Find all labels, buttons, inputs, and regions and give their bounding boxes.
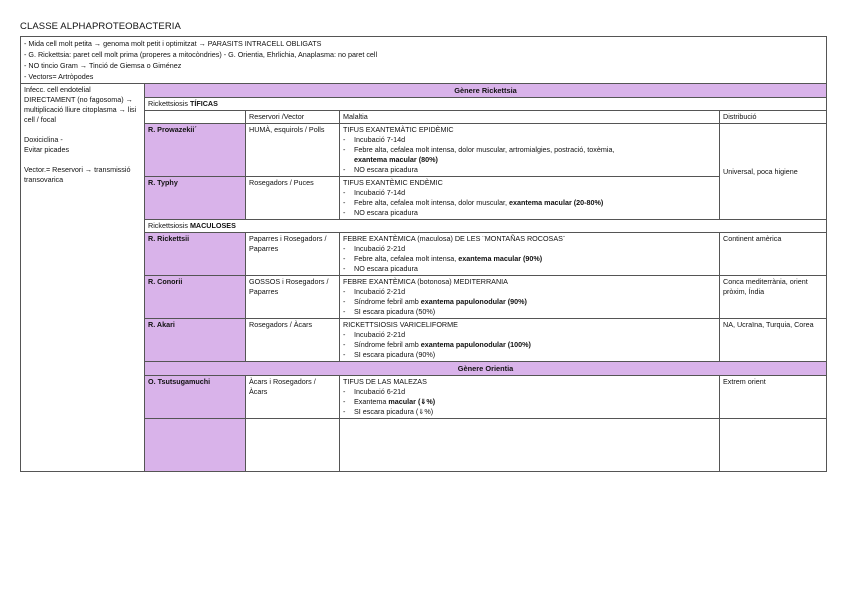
- general-notes: [21, 37, 827, 84]
- group-spotted-label: Rickettsiosis MACULOSES: [145, 220, 827, 233]
- species-conorii: R. Conorii: [145, 276, 246, 319]
- eschar: - NO escara picadura: [343, 165, 716, 175]
- disease-prowazekii: [340, 124, 720, 177]
- reservoir-rickettsii: Paparres i Rosegadors / Paparres: [246, 233, 340, 276]
- summary-treatment-1: Doxiciclina -: [24, 135, 63, 144]
- eschar: - SI escara picadura (⇓%): [343, 407, 716, 417]
- genus-rickettsia-row: [21, 84, 827, 98]
- reservoir-tsutsugamuchi: Àcars i Rosegadors / Àcars: [246, 376, 340, 419]
- incubation: - Incubació 7-14d: [343, 135, 716, 145]
- species-typhy: R. Typhy: [145, 177, 246, 220]
- header-disease: Malaltia: [340, 111, 720, 124]
- document-title: CLASSE ALPHAPROTEOBACTERIA: [20, 21, 181, 32]
- species-rickettsii: R. Rickettsii: [145, 233, 246, 276]
- incubation: - Incubació 2-21d: [343, 287, 716, 297]
- symptoms: - Febre alta, cefalea molt intensa, dolor muscular, artromialgies, postració, toxèmia, exantema macular (80%): [343, 145, 716, 165]
- summary-infection: Infecc. cell endotelial DIRECTAMENT (no fagosoma) → multiplicació lliure citoplasma → lisi cell / focal: [24, 85, 137, 124]
- disease-name: FEBRE EXANTÈMICA (maculosa) DE LES ¨MONTAÑAS ROCOSAS¨: [343, 234, 566, 243]
- note-genome: - Mida cell molt petita → genoma molt petit i optimitzat → PARASITS INTRACELL OBLIGATS: [24, 39, 322, 48]
- distribution-empty: [720, 419, 827, 472]
- note-cell-wall: - G. Rickettsia: paret cell molt prima (properes a mitocòndries) - G. Orientia, Ehrlichia, Anaplasma: no paret cell: [24, 50, 378, 59]
- reservoir-conorii: GOSSOS i Rosegadors / Paparres: [246, 276, 340, 319]
- incubation: - Incubació 7-14d: [343, 188, 716, 198]
- eschar: - SI escara picadura (50%): [343, 307, 716, 317]
- eschar: - SI escara picadura (90%): [343, 350, 716, 360]
- symptoms: - Exantema macular (⇓%): [343, 397, 716, 407]
- summary-treatment-2: Evitar picades: [24, 145, 70, 154]
- species-prowazekii: R. Prowazekii´: [145, 124, 246, 177]
- symptoms: - Síndrome febril amb exantema papulonodular (90%): [343, 297, 716, 307]
- disease-conorii: [340, 276, 720, 319]
- distribution-typical: Universal, poca higiene: [720, 124, 827, 220]
- incubation: - Incubació 2-21d: [343, 330, 716, 340]
- incubation: - Incubació 6-21d: [343, 387, 716, 397]
- genus-orientia-header: Gènere Orientia: [145, 362, 827, 376]
- group-typical-label: Rickettsiosis TÍFICAS: [145, 98, 827, 111]
- summary-vector: Vector.= Reservori → transmissió transovarica: [24, 165, 131, 184]
- disease-typhy: [340, 177, 720, 220]
- header-reservoir: Reservori /Vector: [246, 111, 340, 124]
- species-tsutsugamuchi: O. Tsutsugamuchi: [145, 376, 246, 419]
- disease-akari: [340, 319, 720, 362]
- species-akari: R. Akari: [145, 319, 246, 362]
- disease-name: TIFUS EXANTEMÀTIC EPIDÈMIC: [343, 125, 454, 134]
- disease-rickettsii: [340, 233, 720, 276]
- disease-name: FEBRE EXANTÈMICA (botonosa) MEDITERRANIA: [343, 277, 508, 286]
- reservoir-akari: Rosegadors / Àcars: [246, 319, 340, 362]
- note-staining: - NO tincio Gram → Tinció de Giemsa o Giménez: [24, 61, 182, 70]
- distribution-rickettsii: Continent amèrica: [720, 233, 827, 276]
- disease-name: TIFUS EXANTÈMIC ENDÈMIC: [343, 178, 443, 187]
- header-species: [145, 111, 246, 124]
- reservoir-empty: [246, 419, 340, 472]
- eschar: - NO escara picadura: [343, 264, 716, 274]
- disease-name: RICKETTSIOSIS VARICELIFORME: [343, 320, 458, 329]
- disease-tsutsugamuchi: [340, 376, 720, 419]
- notes-row: [21, 37, 827, 84]
- symptoms: - Síndrome febril amb exantema papulonodular (100%): [343, 340, 716, 350]
- genus-rickettsia-header: Gènere Rickettsia: [145, 84, 827, 98]
- reservoir-prowazekii: HUMÀ, esquirols / Polls: [246, 124, 340, 177]
- left-summary: [21, 84, 145, 472]
- incubation: - Incubació 2-21d: [343, 244, 716, 254]
- alphaproteobacteria-table: [20, 36, 827, 472]
- reservoir-typhy: Rosegadors / Puces: [246, 177, 340, 220]
- distribution-akari: NA, Ucraïna, Turquia, Corea: [720, 319, 827, 362]
- symptoms: - Febre alta, cefalea molt intensa, exantema macular (90%): [343, 254, 716, 264]
- distribution-tsutsugamuchi: Extrem orient: [720, 376, 827, 419]
- species-empty: [145, 419, 246, 472]
- disease-name: TIFUS DE LAS MALEZAS: [343, 377, 427, 386]
- eschar: - NO escara picadura: [343, 208, 716, 218]
- disease-empty: [340, 419, 720, 472]
- symptoms: - Febre alta, cefalea molt intensa, dolor muscular, exantema macular (20-80%): [343, 198, 716, 208]
- note-vectors: - Vectors= Artròpodes: [24, 72, 94, 81]
- header-distribution: Distribució: [720, 111, 827, 124]
- distribution-conorii: Conca mediterrània, orient pròxim, Índia: [720, 276, 827, 319]
